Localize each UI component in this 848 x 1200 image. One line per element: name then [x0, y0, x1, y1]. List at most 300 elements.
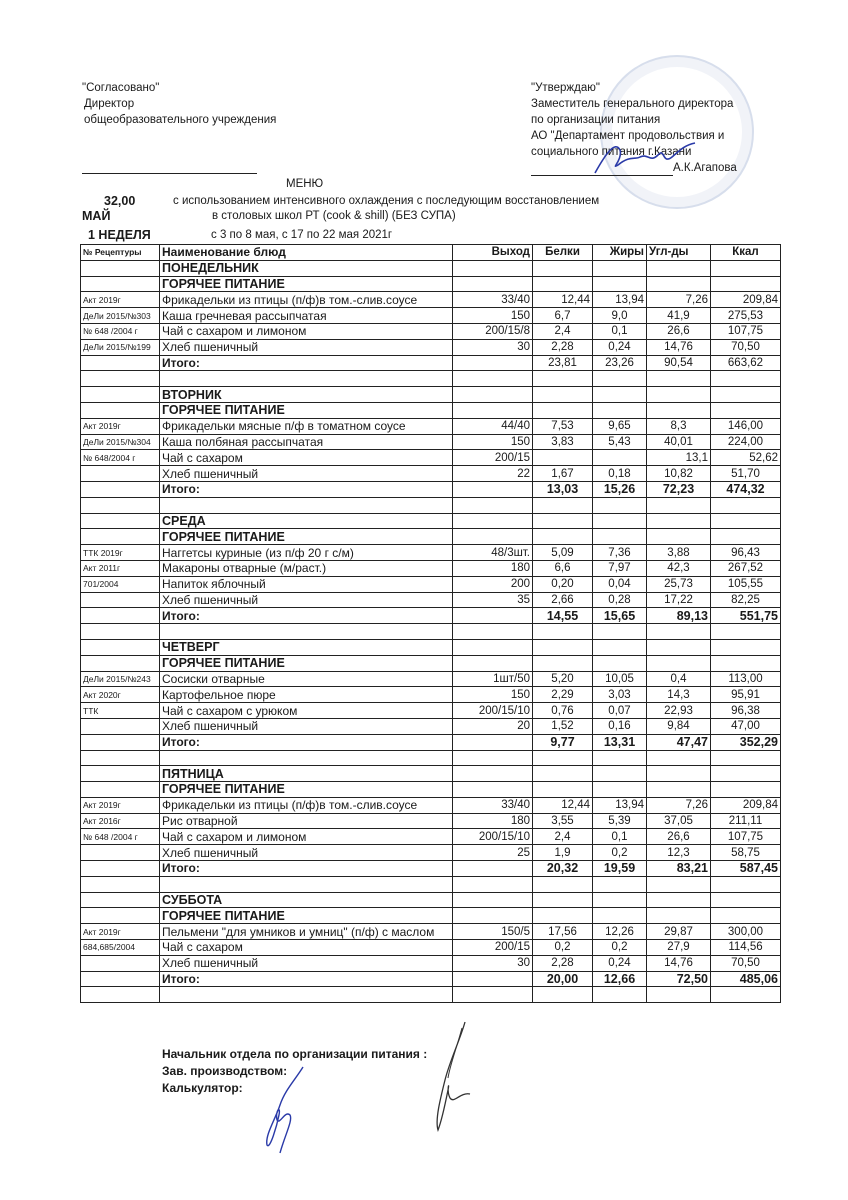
cell-kcal: 105,55: [711, 576, 781, 592]
total-label: Итого:: [160, 355, 453, 371]
cell-fat: 0,07: [593, 703, 647, 719]
cell-recipe: [81, 355, 160, 371]
cell-carbs: [647, 529, 711, 545]
cell-protein: 6,6: [533, 560, 593, 576]
cell-fat: [593, 987, 647, 1003]
cell-protein: 1,9: [533, 845, 593, 861]
cell-name: Пельмени "для умников и умниц" (п/ф) с маслом: [160, 924, 453, 940]
section-row: [81, 908, 781, 924]
cell-kcal: [711, 260, 781, 276]
cell-name: [160, 497, 453, 513]
total-label: Итого:: [160, 861, 453, 877]
month-label: МАЙ: [82, 209, 111, 223]
cell-output: [453, 513, 533, 529]
cell-recipe: [81, 481, 160, 497]
cell-kcal: 267,52: [711, 560, 781, 576]
cell-name: Чай с сахаром: [160, 450, 453, 466]
total-row: [81, 608, 781, 624]
cell-output: 180: [453, 560, 533, 576]
cell-carbs: [647, 497, 711, 513]
cell-recipe: [81, 782, 160, 798]
day-name: СУББОТА: [160, 892, 453, 908]
cell-output: [453, 608, 533, 624]
cell-output: [453, 971, 533, 987]
cell-name: Хлеб пшеничный: [160, 339, 453, 355]
cell-recipe: [81, 876, 160, 892]
cell-recipe: [81, 529, 160, 545]
cell-recipe: Акт 2016г: [81, 813, 160, 829]
cell-fat: 0,1: [593, 323, 647, 339]
spacer-row: [81, 750, 781, 766]
section-row: [81, 529, 781, 545]
cell-protein: [533, 513, 593, 529]
cell-protein: 2,4: [533, 829, 593, 845]
cell-name: Хлеб пшеничный: [160, 592, 453, 608]
cell-fat: 9,0: [593, 308, 647, 324]
cell-fat: [593, 371, 647, 387]
cell-fat: [593, 402, 647, 418]
cell-recipe: Акт 2019г: [81, 797, 160, 813]
cell-fat: 13,94: [593, 292, 647, 308]
cell-kcal: [711, 624, 781, 640]
cell-output: [453, 782, 533, 798]
cell-output: [453, 892, 533, 908]
cell-recipe: [81, 845, 160, 861]
cell-carbs: [647, 655, 711, 671]
cell-protein: 9,77: [533, 734, 593, 750]
deputy-title: Заместитель генерального директора: [531, 98, 734, 110]
cell-kcal: 96,43: [711, 545, 781, 561]
section-row: [81, 655, 781, 671]
cell-protein: [533, 750, 593, 766]
cell-fat: 13,31: [593, 734, 647, 750]
cell-output: 1шт/50: [453, 671, 533, 687]
cell-kcal: 209,84: [711, 292, 781, 308]
cell-recipe: Акт 2019г: [81, 418, 160, 434]
signature-bottom-left-icon: [255, 1065, 315, 1155]
cell-output: [453, 260, 533, 276]
cell-output: [453, 276, 533, 292]
table-row: [81, 813, 781, 829]
cell-recipe: [81, 971, 160, 987]
cell-fat: 0,2: [593, 845, 647, 861]
cell-output: 200/15: [453, 940, 533, 956]
cell-fat: [593, 892, 647, 908]
section-name: ГОРЯЧЕЕ ПИТАНИЕ: [160, 655, 453, 671]
table-row: [81, 797, 781, 813]
cell-output: [453, 908, 533, 924]
week-label: 1 НЕДЕЛЯ: [88, 228, 151, 242]
table-row: [81, 418, 781, 434]
cell-kcal: [711, 639, 781, 655]
cell-output: [453, 624, 533, 640]
cell-carbs: 27,9: [647, 940, 711, 956]
cell-fat: 15,26: [593, 481, 647, 497]
cell-recipe: [81, 955, 160, 971]
cell-protein: 1,67: [533, 466, 593, 482]
spacer-row: [81, 624, 781, 640]
cell-carbs: [647, 892, 711, 908]
day-row: [81, 513, 781, 529]
cell-protein: 17,56: [533, 924, 593, 940]
day-name: ВТОРНИК: [160, 387, 453, 403]
table-row: [81, 545, 781, 561]
cell-output: [453, 481, 533, 497]
section-row: [81, 782, 781, 798]
cell-carbs: 12,3: [647, 845, 711, 861]
cell-fat: 0,24: [593, 339, 647, 355]
cell-carbs: 26,6: [647, 323, 711, 339]
cell-recipe: ТТК: [81, 703, 160, 719]
cell-kcal: 70,50: [711, 955, 781, 971]
cell-recipe: № 648 /2004 г: [81, 829, 160, 845]
cell-carbs: 14,76: [647, 955, 711, 971]
cell-fat: [593, 450, 647, 466]
cell-kcal: 474,32: [711, 481, 781, 497]
cell-name: Наггетсы куриные (из п/ф 20 г с/м): [160, 545, 453, 561]
table-row: [81, 940, 781, 956]
cell-recipe: [81, 750, 160, 766]
cell-output: 33/40: [453, 292, 533, 308]
cell-output: 30: [453, 339, 533, 355]
cell-recipe: ДеЛи 2015/№199: [81, 339, 160, 355]
cell-protein: [533, 876, 593, 892]
cell-output: 180: [453, 813, 533, 829]
day-name: СРЕДА: [160, 513, 453, 529]
cell-kcal: 113,00: [711, 671, 781, 687]
cell-kcal: 224,00: [711, 434, 781, 450]
cell-kcal: [711, 655, 781, 671]
cell-name: Хлеб пшеничный: [160, 466, 453, 482]
cell-fat: 23,26: [593, 355, 647, 371]
cell-name: Чай с сахаром и лимоном: [160, 829, 453, 845]
cell-carbs: 42,3: [647, 560, 711, 576]
table-row: [81, 845, 781, 861]
cell-fat: [593, 766, 647, 782]
cell-name: Хлеб пшеничный: [160, 718, 453, 734]
org-name-2: социального питания г.Казани: [531, 146, 692, 158]
cell-carbs: [647, 782, 711, 798]
cell-kcal: 587,45: [711, 861, 781, 877]
cell-fat: [593, 513, 647, 529]
cell-name: Чай с сахаром с урюком: [160, 703, 453, 719]
cell-fat: [593, 529, 647, 545]
total-row: [81, 971, 781, 987]
cell-kcal: [711, 387, 781, 403]
cell-name: Чай с сахаром: [160, 940, 453, 956]
cell-output: 44/40: [453, 418, 533, 434]
cell-output: 20: [453, 718, 533, 734]
cell-protein: 2,4: [533, 323, 593, 339]
cell-kcal: 107,75: [711, 829, 781, 845]
section-row: [81, 402, 781, 418]
table-row: [81, 308, 781, 324]
cell-kcal: 70,50: [711, 339, 781, 355]
cell-recipe: [81, 608, 160, 624]
cell-carbs: 72,23: [647, 481, 711, 497]
cell-kcal: [711, 782, 781, 798]
cell-name: [160, 750, 453, 766]
cell-protein: 7,53: [533, 418, 593, 434]
cell-carbs: 47,47: [647, 734, 711, 750]
cell-fat: [593, 624, 647, 640]
spacer-row: [81, 497, 781, 513]
cell-kcal: 58,75: [711, 845, 781, 861]
cell-kcal: 663,62: [711, 355, 781, 371]
cell-kcal: 146,00: [711, 418, 781, 434]
cell-carbs: 72,50: [647, 971, 711, 987]
cell-output: [453, 529, 533, 545]
table-row: [81, 339, 781, 355]
cell-fat: 7,97: [593, 560, 647, 576]
cell-fat: 9,65: [593, 418, 647, 434]
cell-kcal: 300,00: [711, 924, 781, 940]
cell-recipe: [81, 908, 160, 924]
cell-output: 200/15/8: [453, 323, 533, 339]
cell-protein: 6,7: [533, 308, 593, 324]
cell-kcal: 352,29: [711, 734, 781, 750]
cell-fat: [593, 782, 647, 798]
cell-fat: 15,65: [593, 608, 647, 624]
approve-label: "Утверждаю": [531, 82, 600, 94]
cell-output: 22: [453, 466, 533, 482]
cell-name: Хлеб пшеничный: [160, 845, 453, 861]
cell-fat: 0,28: [593, 592, 647, 608]
cell-protein: 2,66: [533, 592, 593, 608]
cell-fat: [593, 260, 647, 276]
cell-protein: [533, 260, 593, 276]
section-name: ГОРЯЧЕЕ ПИТАНИЕ: [160, 908, 453, 924]
day-name: ЧЕТВЕРГ: [160, 639, 453, 655]
cell-name: Напиток яблочный: [160, 576, 453, 592]
cell-recipe: № 648/2004 г: [81, 450, 160, 466]
cell-output: [453, 371, 533, 387]
cell-carbs: [647, 276, 711, 292]
cell-kcal: 107,75: [711, 323, 781, 339]
cell-carbs: 40,01: [647, 434, 711, 450]
col-carbs-header: Угл-ды: [647, 245, 711, 261]
cell-name: Хлеб пшеничный: [160, 955, 453, 971]
cell-carbs: 7,26: [647, 797, 711, 813]
cell-carbs: [647, 766, 711, 782]
cell-recipe: ДеЛи 2015/№303: [81, 308, 160, 324]
cell-output: [453, 639, 533, 655]
cell-recipe: [81, 766, 160, 782]
cell-carbs: [647, 639, 711, 655]
col-output-header: Выход: [453, 245, 533, 261]
cell-protein: 12,44: [533, 797, 593, 813]
cell-protein: 0,76: [533, 703, 593, 719]
cell-kcal: [711, 529, 781, 545]
table-row: [81, 703, 781, 719]
cell-fat: 13,94: [593, 797, 647, 813]
total-label: Итого:: [160, 971, 453, 987]
cell-output: [453, 734, 533, 750]
cell-fat: [593, 908, 647, 924]
cell-carbs: [647, 908, 711, 924]
cell-fat: [593, 639, 647, 655]
agreed-label: "Согласовано": [82, 82, 160, 94]
cell-recipe: [81, 497, 160, 513]
org-name-1: АО "Департамент продовольствия и: [531, 130, 725, 142]
cell-protein: [533, 639, 593, 655]
day-row: [81, 766, 781, 782]
cell-carbs: 37,05: [647, 813, 711, 829]
cell-recipe: [81, 655, 160, 671]
cell-carbs: 8,3: [647, 418, 711, 434]
menu-table: [80, 244, 781, 1003]
cell-kcal: [711, 371, 781, 387]
cell-protein: [533, 402, 593, 418]
table-row: [81, 292, 781, 308]
cell-name: Сосиски отварные: [160, 671, 453, 687]
cell-recipe: [81, 276, 160, 292]
cell-carbs: [647, 402, 711, 418]
cell-protein: [533, 624, 593, 640]
cell-recipe: Акт 2011г: [81, 560, 160, 576]
cell-carbs: 29,87: [647, 924, 711, 940]
cell-name: [160, 371, 453, 387]
cell-recipe: [81, 892, 160, 908]
cell-recipe: ТТК 2019г: [81, 545, 160, 561]
cell-protein: 1,52: [533, 718, 593, 734]
cell-kcal: [711, 402, 781, 418]
cell-protein: 2,28: [533, 339, 593, 355]
cell-fat: 0,16: [593, 718, 647, 734]
cell-protein: [533, 371, 593, 387]
cell-fat: 0,18: [593, 466, 647, 482]
table-row: [81, 829, 781, 845]
total-row: [81, 481, 781, 497]
cell-output: [453, 987, 533, 1003]
cell-carbs: 17,22: [647, 592, 711, 608]
cell-fat: [593, 497, 647, 513]
table-row: [81, 671, 781, 687]
cell-recipe: Акт 2019г: [81, 292, 160, 308]
cell-kcal: 51,70: [711, 466, 781, 482]
cell-name: Каша гречневая рассыпчатая: [160, 308, 453, 324]
total-row: [81, 734, 781, 750]
cell-protein: 5,09: [533, 545, 593, 561]
cell-protein: 0,2: [533, 940, 593, 956]
col-name-header: Наименование блюд: [160, 245, 453, 261]
subtitle-2: в столовых школ РТ (cook & shill) (БЕЗ СУПА): [212, 210, 456, 222]
cell-output: [453, 861, 533, 877]
cell-protein: [533, 908, 593, 924]
cell-carbs: [647, 513, 711, 529]
cell-kcal: [711, 497, 781, 513]
cell-carbs: [647, 371, 711, 387]
cell-protein: 2,29: [533, 687, 593, 703]
cell-output: 35: [453, 592, 533, 608]
cell-protein: 13,03: [533, 481, 593, 497]
cell-output: [453, 387, 533, 403]
approval-left-block: [82, 80, 276, 128]
cell-protein: 2,28: [533, 955, 593, 971]
cell-protein: 0,20: [533, 576, 593, 592]
cell-carbs: 26,6: [647, 829, 711, 845]
cell-kcal: [711, 766, 781, 782]
cell-output: 150: [453, 687, 533, 703]
section-row: [81, 276, 781, 292]
cell-fat: 10,05: [593, 671, 647, 687]
cell-output: 150/5: [453, 924, 533, 940]
signer-name: А.К.Агапова: [673, 162, 737, 174]
cell-protein: 20,00: [533, 971, 593, 987]
cell-kcal: [711, 750, 781, 766]
cell-protein: [533, 782, 593, 798]
cell-recipe: [81, 466, 160, 482]
cell-fat: 0,1: [593, 829, 647, 845]
cell-output: 200: [453, 576, 533, 592]
cell-fat: 0,24: [593, 955, 647, 971]
col-protein-header: Белки: [533, 245, 593, 261]
cell-kcal: 96,38: [711, 703, 781, 719]
cell-carbs: 0,4: [647, 671, 711, 687]
cell-name: Чай с сахаром и лимоном: [160, 323, 453, 339]
cell-protein: 3,83: [533, 434, 593, 450]
cell-output: 150: [453, 308, 533, 324]
cell-fat: 5,39: [593, 813, 647, 829]
cell-recipe: № 648 /2004 г: [81, 323, 160, 339]
cell-fat: [593, 876, 647, 892]
cell-output: [453, 497, 533, 513]
cell-carbs: [647, 260, 711, 276]
table-row: [81, 323, 781, 339]
cell-carbs: 22,93: [647, 703, 711, 719]
cell-kcal: 47,00: [711, 718, 781, 734]
signature-line-left: [82, 173, 257, 174]
cell-kcal: 114,56: [711, 940, 781, 956]
cell-recipe: [81, 734, 160, 750]
cell-fat: 12,66: [593, 971, 647, 987]
cell-kcal: [711, 987, 781, 1003]
cell-carbs: 14,76: [647, 339, 711, 355]
cell-carbs: [647, 387, 711, 403]
table-row: [81, 450, 781, 466]
cell-carbs: [647, 624, 711, 640]
cell-protein: 14,55: [533, 608, 593, 624]
cell-carbs: 10,82: [647, 466, 711, 482]
director-label: Директор: [84, 98, 135, 110]
cell-protein: [533, 892, 593, 908]
section-name: ГОРЯЧЕЕ ПИТАНИЕ: [160, 782, 453, 798]
cell-protein: 23,81: [533, 355, 593, 371]
production-manager-label: Зав. производством:: [162, 1064, 288, 1078]
cell-output: [453, 766, 533, 782]
table-header-row: [81, 245, 781, 261]
cell-name: Картофельное пюре: [160, 687, 453, 703]
calculator-label: Калькулятор:: [162, 1081, 243, 1095]
section-name: ГОРЯЧЕЕ ПИТАНИЕ: [160, 276, 453, 292]
menu-title: МЕНЮ: [286, 178, 324, 190]
cell-recipe: 684,685/2004: [81, 940, 160, 956]
cell-name: Рис отварной: [160, 813, 453, 829]
cell-protein: [533, 766, 593, 782]
cell-protein: [533, 497, 593, 513]
cell-fat: 19,59: [593, 861, 647, 877]
cell-carbs: 14,3: [647, 687, 711, 703]
day-name: ПЯТНИЦА: [160, 766, 453, 782]
cell-recipe: [81, 387, 160, 403]
cell-carbs: 83,21: [647, 861, 711, 877]
cell-output: [453, 655, 533, 671]
total-label: Итого:: [160, 734, 453, 750]
cell-protein: [533, 450, 593, 466]
cell-output: [453, 402, 533, 418]
cell-carbs: [647, 876, 711, 892]
cell-fat: [593, 750, 647, 766]
